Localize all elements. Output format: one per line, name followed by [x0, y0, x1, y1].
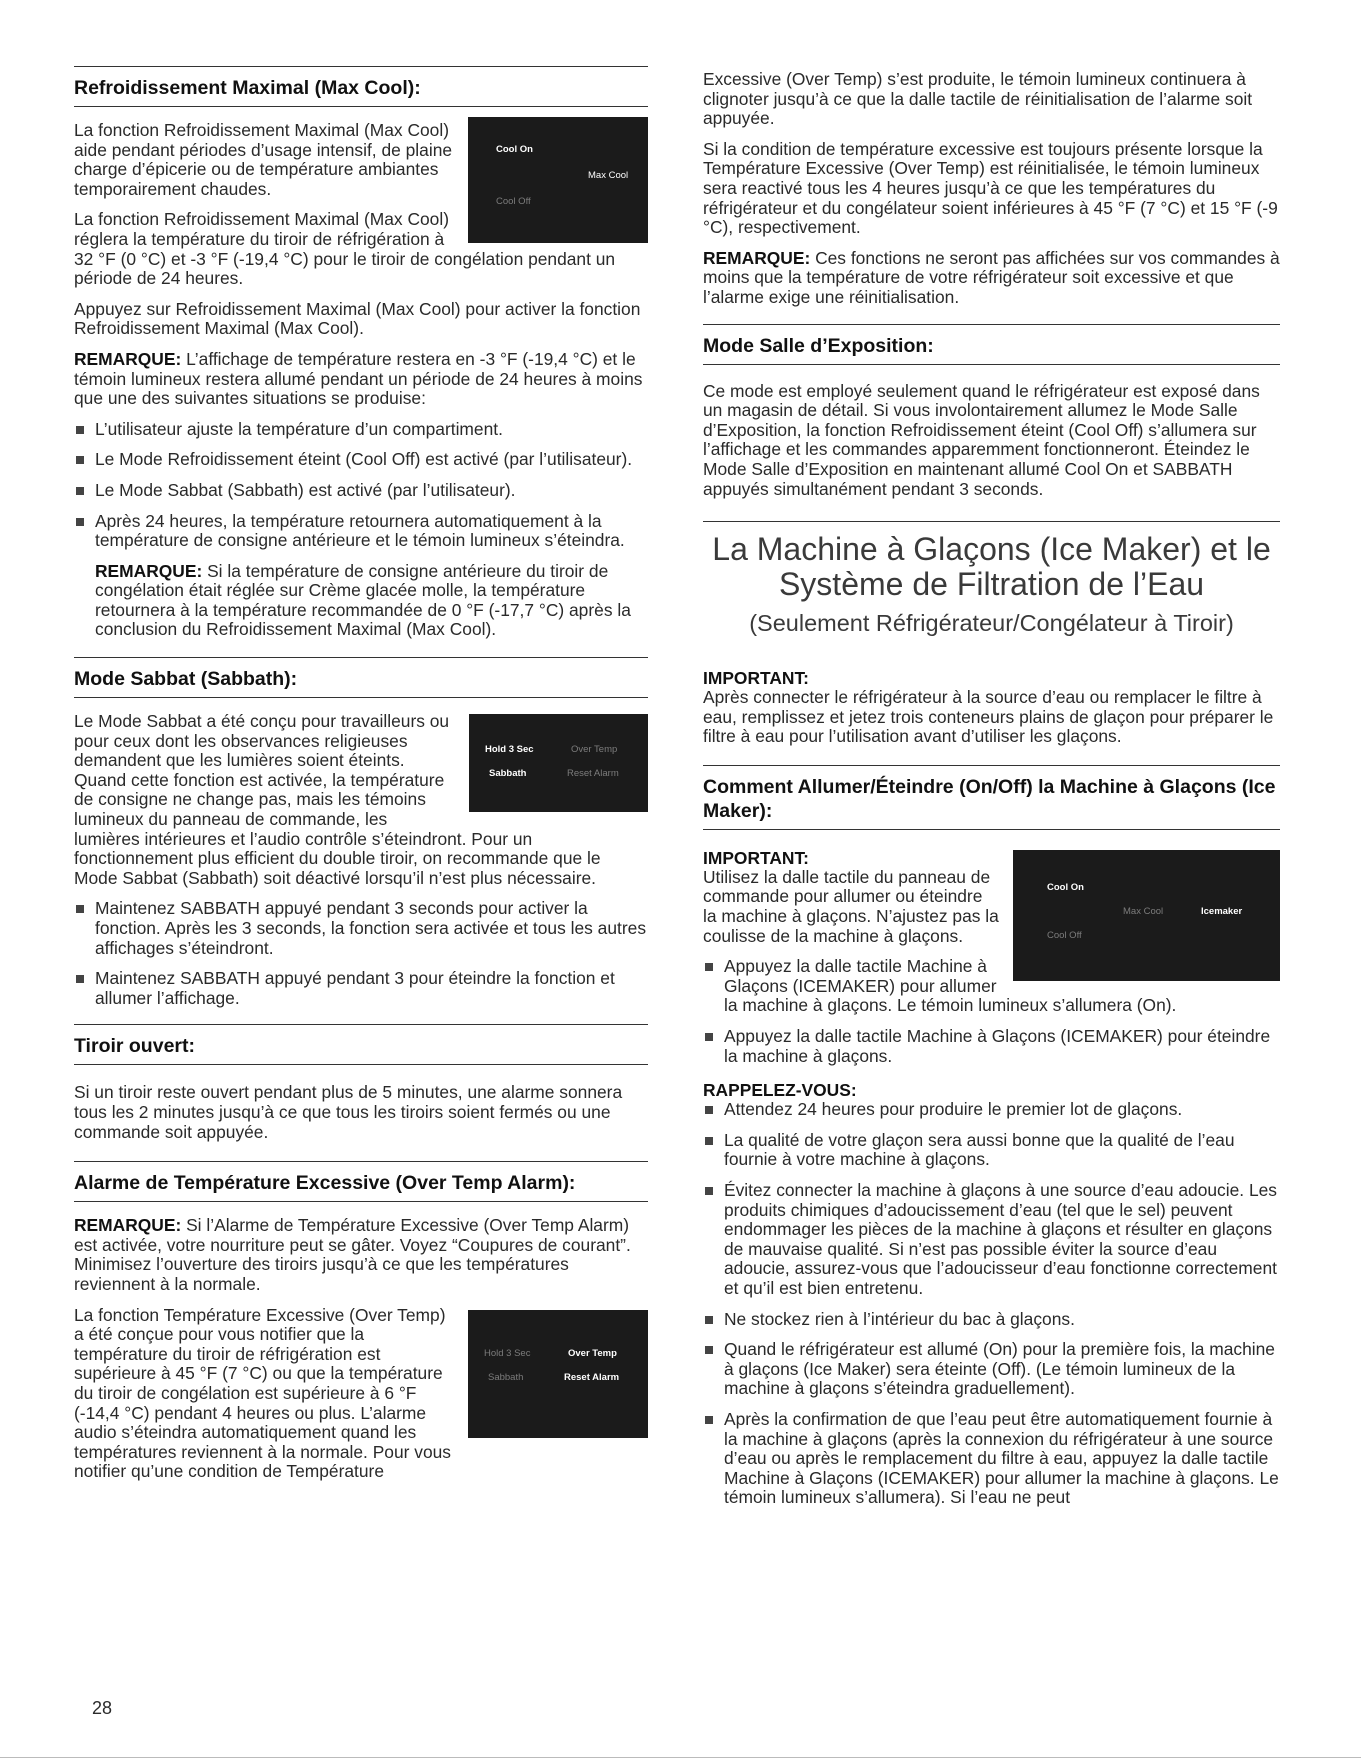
over-temp-panel-image	[468, 1310, 648, 1438]
panel-cool-off-label: Cool Off	[496, 196, 531, 207]
ice-maker-subheading: (Seulement Réfrigérateur/Congélateur à Tiroir)	[749, 610, 1234, 637]
page-number: 28	[92, 1698, 113, 1718]
showroom-paragraph: Ce mode est employé seulement quand le réfrigérateur est exposé dans un magasin de détail. Si vous involontairement allumez le Mode Salle d’Exposition, la fonction Refroidissement éteint (Cool Off) s’allumera sur l’affichage et les commandes apparemment fonctionneront. Éteindez le Mode Salle d’Exposition en maintenant allumé Cool On et SABBATH appuyés simultanément pendant 3 seconds.	[703, 380, 1260, 499]
note-label: REMARQUE:	[95, 560, 203, 581]
max-cool-paragraph: La fonction Refroidissement Maximal (Max Cool) réglera la température du tiroir de réfrigération à 32 °F (0 °C) et -3 °F (-19,4 °C) pour le tiroir de congélation pendant un période de 24 heures.	[74, 209, 616, 289]
list-item: Maintenez SABBATH appuyé pendant 3 pour éteindre la fonction et allumer l’affichage.	[74, 969, 648, 1008]
list-item: Maintenez SABBATH appuyé pendant 3 seconds pour activer la fonction. Après les 3 seconds, la fonction sera activée et tous les autres affichages s’éteindront.	[74, 899, 648, 958]
page-bottom-rule	[0, 1757, 1361, 1758]
important-paragraph: Après connecter le réfrigérateur à la source d’eau ou remplacer le filtre à eau, remplissez et jetez trois conteneurs plains de glaçon pour préparer le filtre à eau pour l’utilisation avant d’utiliser les glaçons.	[703, 687, 1274, 747]
note-text: Ces fonctions ne seront pas affichées sur vos commandes à moins que la température de votre réfrigérateur soit excessive et que l’alarme exige une réinitialisation.	[703, 247, 1280, 307]
note-text: Si l’Alarme de Température Excessive (Over Temp Alarm) est activée, votre nourriture peut se gâter. Voyez “Coupures de courant”. Minimisez l’ouverture des tiroirs jusqu’à ce que les températures reviennent à la normale.	[74, 1215, 631, 1294]
important-label: IMPORTANT:	[703, 668, 809, 689]
over-temp-paragraph: Si la condition de température excessive est toujours présente lorsque la Température Excessive (Over Temp) est réinitialisée, le témoin lumineux sera reactivé tous les 4 heures jusqu’à ce que les températures du réfrigérateur et du congélateur soient inférieures à 45 °F (7 °C) et 15 °F (-9 °C), respectivement.	[703, 138, 1278, 238]
sabbath-paragraph: Quand cette fonction est activée, la température de consigne ne change pas, mais les témoins lumineux du panneau de commande, les lumières intérieures et l’audio contrôle s’éteindront. Pour un fonctionnement plus efficient du double tiroir, on recommande que le Mode Sabbat (Sabbath) soit déactivé lorsqu’il n’est plus nécessaire.	[74, 769, 601, 888]
important-label: IMPORTANT:	[703, 847, 809, 868]
sabbath-bullet-list	[74, 899, 648, 1008]
over-temp-note-2	[703, 249, 1280, 308]
max-cool-paragraph: La fonction Refroidissement Maximal (Max Cool) aide pendant périodes d’usage intensif, de plaine charge d’épicerie ou de température ambiantes temporairement chaudes.	[74, 120, 453, 199]
note-label: REMARQUE:	[74, 348, 182, 369]
panel-cool-off-label: Cool Off	[1047, 929, 1082, 941]
panel-over-temp-label: Over Temp	[571, 744, 618, 756]
section-rule	[703, 521, 1280, 522]
list-item: Après 24 heures, la température retournera automatiquement à la température de consigne antérieure et le témoin lumineux s’éteindra.	[74, 512, 648, 551]
max-cool-note	[74, 350, 648, 409]
important-paragraph: Utilisez la dalle tactile du panneau de commande pour allumer ou éteindre la machine à glaçons. N’ajustez pas la coulisse de la machine à glaçons.	[703, 866, 999, 946]
panel-reset-label: Reset Alarm	[567, 768, 619, 780]
left-column	[74, 66, 648, 1493]
panel-cool-on-label: Cool On	[496, 144, 533, 155]
max-cool-bullet-list	[74, 420, 648, 551]
drawer-title: Tiroir ouvert:	[74, 1025, 648, 1065]
list-item: Évitez connecter la machine à glaçons à une source d’eau adoucie. Les produits chimiques d’adoucissement d’eau (tel que le sel) peuvent endommager les pièces de la machine à glaçons et résulter en glaçons de mauvaise qualité. Si n’est pas possible éviter la source d’eau adoucie, assurez-vous que l’adoucisseur d’eau fonctionne correctement et qu’il est bien entretenu.	[703, 1181, 1280, 1299]
ice-onoff-bullet-list	[703, 957, 1280, 1066]
list-item: Attendez 24 heures pour produire le premier lot de glaçons.	[703, 1100, 1280, 1120]
ice-maker-heading-line2: Système de Filtration de l’Eau	[778, 566, 1205, 603]
max-cool-panel-image	[468, 117, 648, 243]
panel-max-cool-label: Max Cool	[588, 170, 629, 181]
list-item: Le Mode Sabbat (Sabbath) est activé (par l’utilisateur).	[74, 481, 648, 501]
panel-hold-label: Hold 3 Sec	[485, 744, 534, 756]
list-item: Après la confirmation de que l’eau peut être automatiquement fournie à la machine à glaçons (après la connexion du réfrigérateur à une source d’eau ou après le remplacement du filtre à eau, appuyez la dalle tactile Machine à Glaçons (ICEMAKER) pour allumer la machine à glaçons. Le témoin lumineux s’allumera). Si l’eau ne peut	[703, 1410, 1280, 1508]
sabbath-panel-image	[469, 714, 648, 812]
panel-hold-label: Hold 3 Sec	[484, 1347, 531, 1359]
sabbath-title: Mode Sabbat (Sabbath):	[74, 658, 648, 698]
remember-label: RAPPELEZ-VOUS:	[703, 1080, 857, 1101]
max-cool-paragraph: Appuyez sur Refroidissement Maximal (Max Cool) pour activer la fonction Refroidissement Maximal (Max Cool).	[74, 298, 641, 339]
list-item: Ne stockez rien à l’intérieur du bac à glaçons.	[703, 1310, 1280, 1330]
remember-bullet-list	[703, 1100, 1280, 1508]
drawer-paragraph: Si un tiroir reste ouvert pendant plus de 5 minutes, une alarme sonnera tous les 2 minutes jusqu’à ce que tous les tiroirs soient fermés ou une commande soit appuyée.	[74, 1082, 623, 1142]
list-item: Le Mode Refroidissement éteint (Cool Off) est activé (par l’utilisateur).	[74, 450, 648, 470]
over-temp-note	[74, 1216, 648, 1294]
list-item: Quand le réfrigérateur est allumé (On) pour la première fois, la machine à glaçons (Ice Maker) sera éteinte (Off). (Le témoin lumineux de la machine à glaçons s’éteindra graduellement).	[703, 1340, 1280, 1399]
note-label: REMARQUE:	[74, 1215, 182, 1236]
panel-icemaker-label: Icemaker	[1201, 905, 1243, 917]
panel-sabbath-label: Sabbath	[489, 768, 527, 780]
right-column	[703, 70, 1280, 1519]
note-text: L’affichage de température restera en -3 °F (-19,4 °C) et le témoin lumineux restera allumé pendant un période de 24 heures à moins que une des suivantes situations se produise:	[74, 348, 643, 409]
panel-over-temp-label: Over Temp	[568, 1347, 617, 1359]
panel-sabbath-label: Sabbath	[488, 1371, 524, 1383]
note-text: Si la température de consigne antérieure du tiroir de congélation était réglée sur Crème glacée molle, la température retournera à la température recommandée de 0 °F (-17,7 °C) après la conclusion du Refroidissement Maximal (Max Cool).	[95, 560, 631, 640]
list-item: Appuyez la dalle tactile Machine à Glaçons (ICEMAKER) pour éteindre la machine à glaçons.	[703, 1027, 1280, 1066]
panel-max-cool-label: Max Cool	[1123, 905, 1164, 917]
showroom-title: Mode Salle d’Exposition:	[703, 325, 1280, 365]
panel-reset-label: Reset Alarm	[564, 1371, 620, 1383]
list-item: La qualité de votre glaçon sera aussi bonne que la qualité de l’eau fournie à votre machine à glaçons.	[703, 1131, 1280, 1170]
list-item: L’utilisateur ajuste la température d’un compartiment.	[74, 420, 648, 440]
panel-cool-on-label: Cool On	[1047, 881, 1084, 893]
ice-onoff-title: Comment Allumer/Éteindre (On/Off) la Machine à Glaçons (Ice Maker):	[703, 766, 1280, 830]
over-temp-paragraph-continued: Excessive (Over Temp) s’est produite, le témoin lumineux continuera à clignoter jusqu’à ce que la dalle tactile de réinitialisation de l’alarme soit appuyée.	[703, 69, 1253, 129]
note-label: REMARQUE:	[703, 247, 811, 268]
sabbath-paragraph: Le Mode Sabbat a été conçu pour travailleurs ou pour ceux dont les observances religieuses demandent que les lumières soient éteints.	[74, 711, 450, 771]
over-temp-title: Alarme de Température Excessive (Over Temp Alarm):	[74, 1162, 648, 1202]
max-cool-note-2	[74, 562, 648, 640]
over-temp-paragraph: La fonction Température Excessive (Over Temp) a été conçue pour vous notifier que la température du tiroir de réfrigération est supérieure à 45 °F (7 °C) ou que la température du tiroir de congélation est supérieure à 6 °F (-14,4 °C) pendant 4 heures ou plus. L’alarme audio s’éteindra automatiquement quand les températures reviennent à la normale. Pour vous notifier qu’une condition de Température	[74, 1304, 451, 1482]
list-item: Appuyez la dalle tactile Machine à Glaçons (ICEMAKER) pour allumer la machine à glaçons. Le témoin lumineux s’allumera (On).	[703, 957, 1280, 1016]
ice-maker-heading-line1: La Machine à Glaçons (Ice Maker) et le	[712, 531, 1271, 568]
max-cool-title: Refroidissement Maximal (Max Cool):	[74, 67, 648, 107]
